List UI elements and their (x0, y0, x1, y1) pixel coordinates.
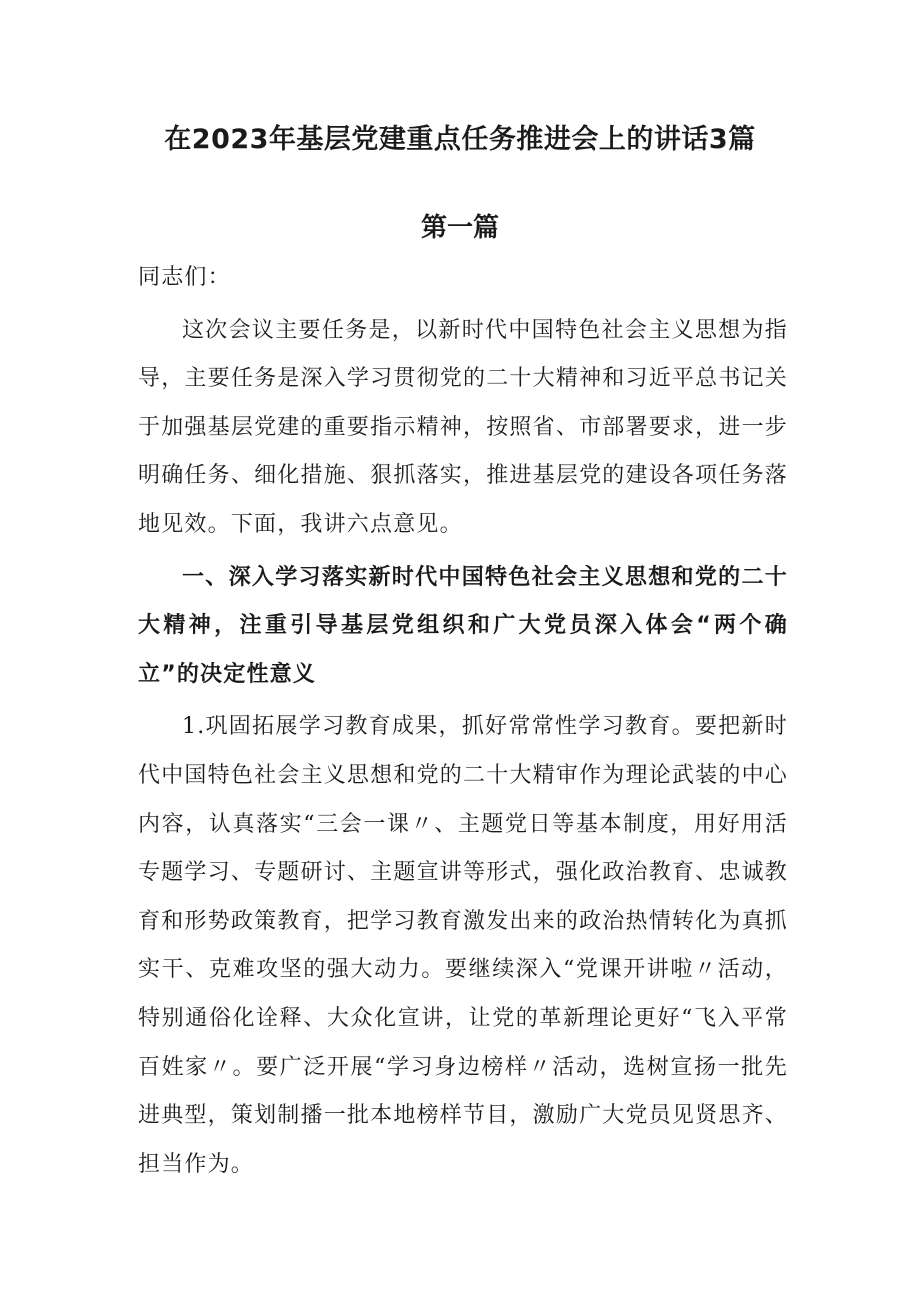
document-body (138, 254, 788, 1193)
paragraph-intro: 这次会议主要任务是，以新时代中国特色社会主义思想为指导，主要任务是深入学习贯彻党的二十大精神和习近平总书记关于加强基层党建的重要指示精神，按照省、市部署要求，进一步明确任务、细化措施、狠抓落实，推进基层党的建设各项任务落地见效。下面，我讲六点意见。 (138, 317, 788, 537)
section-title: 第一篇 (420, 213, 499, 243)
greeting: 同志们： (138, 265, 231, 290)
document-title: 在2023年基层党建重点任务推进会上的讲话3篇 (164, 124, 756, 155)
paragraph-item-1: 1.巩固拓展学习教育成果，抓好常常性学习教育。要把新时代中国特色社会主义思想和党的二十大精审作为理论武装的中心内容，认真落实“三会一课〃、主题党日等基本制度，用好用活专题学习、专题研讨、主题宣讲等形式，强化政治教育、忠诚教育和形势政策教育，把学习教育激发出来的政治热情转化为真抓实干、克难攻坚的强大动力。要继续深入“党课开讲啦〃活动，特别通俗化诠释、大众化宣讲，让党的革新理论更好“飞入平常百姓家〃。要广泛开展“学习身边榜样〃活动，选树宣扬一批先进典型，策划制播一批本地榜样节目，激励广大党员见贤思齐、担当作为。 (138, 714, 788, 1177)
section-heading-1: 一、深入学习落实新时代中国特色社会主义思想和党的二十大精神，注重引导基层党组织和广大党员深入体会“两个确立”的决定性意义 (138, 564, 788, 687)
